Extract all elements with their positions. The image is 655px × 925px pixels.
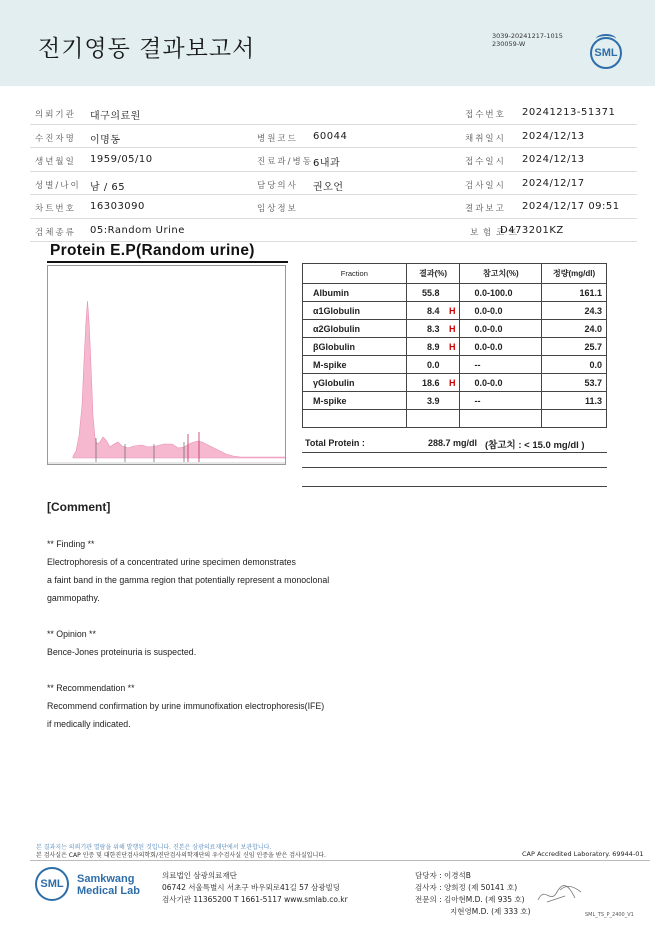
info-label: 임상정보 [257,204,298,214]
table-row-empty [303,410,607,428]
table-row [303,320,607,338]
info-label: 접수번호 [465,110,506,120]
result-cell [406,356,460,374]
high-flag: H [448,323,456,334]
total-protein-reference: (참고치 : < 15.0 mg/dl ) [485,440,585,451]
report-title: 전기영동 결과보고서 [38,36,256,62]
fraction-name: γGlobulin [303,374,407,392]
info-row [30,219,637,243]
table-row [303,374,607,392]
recommendation-line-2: if medically indicated. [47,719,131,729]
table-row [303,302,607,320]
result-value: 18.6 [421,377,440,388]
info-value: 2024/12/13 [522,154,585,165]
result-value: 0.0 [426,359,440,370]
org-name-en-line-1: Samkwang [77,873,135,885]
info-value: 대구의료원 [90,111,141,122]
table-row [303,338,607,356]
recommendation-heading: ** Recommendation ** [47,683,135,693]
electropherogram [47,265,286,465]
info-label: 채취일시 [465,133,506,144]
footer-note-2: 본 검사실은 CAP 인증 및 대한진단검사의학회/진단검사의학재단의 우수검사실 신임 인증을 받은 검사실입니다. [36,852,326,859]
info-label: 접수일시 [465,157,506,167]
col-fraction: Fraction [303,264,407,284]
info-value: 20241213-51371 [522,107,616,118]
table-row [303,392,607,410]
info-value: 6내과 [313,158,341,169]
result-cell [406,338,460,356]
info-label: 검사일시 [465,180,506,191]
info-row [30,148,637,172]
quantity-value: 0.0 [542,356,607,374]
form-code: SML_TS_P_2400_V1 [585,912,634,918]
result-cell [406,284,460,302]
fraction-name: Albumin [303,284,407,302]
info-row [30,125,637,149]
result-cell [406,374,460,392]
col-result: 결과(%) [406,264,460,284]
reference-range: 0.0-0.0 [460,320,542,338]
info-label: 의뢰기관 [35,110,76,120]
fraction-name: α1Globulin [303,302,407,320]
table-header-row [303,264,607,284]
reference-range: 0.0-0.0 [460,302,542,320]
footer-rule [30,860,650,861]
info-row [30,101,637,125]
staff-specialist-2: 지현영M.D. (제 333 호) [450,907,531,916]
staff-tester: 검사자 : 양희정 (제 50141 호) [415,883,518,892]
org-name-en-line-2: Medical Lab [77,885,140,897]
divider-line-3 [302,486,607,487]
title-underline [47,261,288,263]
finding-line-3: gammopathy. [47,593,100,603]
info-value: 1959/05/10 [90,154,153,165]
info-value: 2024/12/17 09:51 [522,201,620,212]
info-value: D473201KZ [500,224,564,236]
result-value: 3.9 [426,395,440,406]
reference-range: -- [460,356,542,374]
info-value: 05:Random Urine [90,224,185,236]
fraction-name: M-spike [303,356,407,374]
high-flag: H [448,377,456,388]
result-value: 8.3 [426,323,440,334]
high-flag: H [448,341,456,352]
reference-range: -- [460,392,542,410]
fraction-name: α2Globulin [303,320,407,338]
signature-image [535,880,585,910]
quantity-value: 53.7 [542,374,607,392]
table-row [303,284,607,302]
opinion-heading: ** Opinion ** [47,629,96,639]
info-value: 남 / 65 [90,181,126,193]
result-cell [406,320,460,338]
quantity-value: 24.0 [542,320,607,338]
org-contact: 검사기관 11365200 T 1661-5117 www.smlab.co.kr [162,895,348,904]
footer-note-1: 본 결과지는 의뢰기관 열람을 위해 발행된 것입니다. 진본은 삼광의료재단에서 보관합니다. [36,844,272,851]
info-label: 성별/나이 [35,180,81,191]
recommendation-line-1: Recommend confirmation by urine immunofixation electrophoresis(IFE) [47,701,325,711]
staff-manager: 담당자 : 이경석B [415,871,471,880]
info-label: 검체종류 [35,227,76,238]
result-value: 8.9 [426,341,440,352]
info-value: 2024/12/13 [522,130,585,142]
fraction-name: M-spike [303,392,407,410]
result-value: 55.8 [421,287,440,298]
info-value: 2024/12/17 [522,177,585,189]
info-label: 생년월일 [35,157,76,167]
info-value: 60044 [313,130,348,142]
document-id [492,32,563,48]
info-label: 차트번호 [35,204,76,214]
staff-specialist-1: 전문의 : 김아현M.D. (제 935 호) [415,895,525,904]
results-table-body [303,284,607,428]
results-table [302,263,607,428]
footer-org-name-en [77,873,140,897]
pe-title: Protein E.P(Random urine) [50,242,255,259]
quantity-value: 24.3 [542,302,607,320]
col-reference: 참고치(%) [460,264,542,284]
info-label: 결과보고 [465,204,506,214]
divider-line-1 [302,452,607,453]
col-quantity: 정량(mg/dl) [542,264,607,284]
reference-range: 0.0-100.0 [460,284,542,302]
info-row [30,195,637,219]
finding-line-2: a faint band in the gamma region that potentially represent a monoclonal [47,575,330,585]
info-label: 수진자명 [35,133,76,144]
org-name: 의료법인 삼광의료재단 [162,871,237,880]
reference-range: 0.0-0.0 [460,374,542,392]
reference-range: 0.0-0.0 [460,338,542,356]
footer-sml-logo: SML [35,867,69,901]
sml-logo: SML [590,37,622,69]
info-row [30,172,637,196]
fraction-name: βGlobulin [303,338,407,356]
info-label: 진료과/병동 [257,157,313,167]
total-protein-value: 288.7 mg/dl [428,438,478,448]
quantity-value: 11.3 [542,392,607,410]
divider-line-2 [302,467,607,468]
document-id-line-1: 3039-20241217-1015 [492,32,563,40]
result-value: 8.4 [426,305,440,316]
info-value: 권오언 [313,181,344,193]
table-row [303,356,607,374]
finding-line-1: Electrophoresis of a concentrated urine specimen demonstrates [47,557,296,567]
quantity-value: 161.1 [542,284,607,302]
info-value: 16303090 [90,201,145,212]
comment-heading: [Comment] [47,500,111,514]
finding-heading: ** Finding ** [47,539,95,549]
opinion-line-1: Bence-Jones proteinuria is suspected. [47,647,197,657]
info-label: 담당의사 [257,180,298,191]
info-label: 보 험 코 드 [470,227,518,238]
quantity-value: 25.7 [542,338,607,356]
high-flag: H [448,305,456,316]
result-cell [406,302,460,320]
result-cell [406,392,460,410]
info-value: 이명동 [90,134,121,146]
cap-accreditation: CAP Accredited Laboratory. 69944-01 [522,850,644,858]
total-protein-label: Total Protein : [305,438,365,448]
electropherogram-curve [73,301,285,458]
org-address: 06742 서울특별시 서초구 바우뫼로41길 57 삼광빌딩 [162,883,341,892]
electropherogram-svg [48,266,285,464]
document-id-line-2: 230059-W [492,40,526,48]
info-label: 병원코드 [257,133,298,144]
